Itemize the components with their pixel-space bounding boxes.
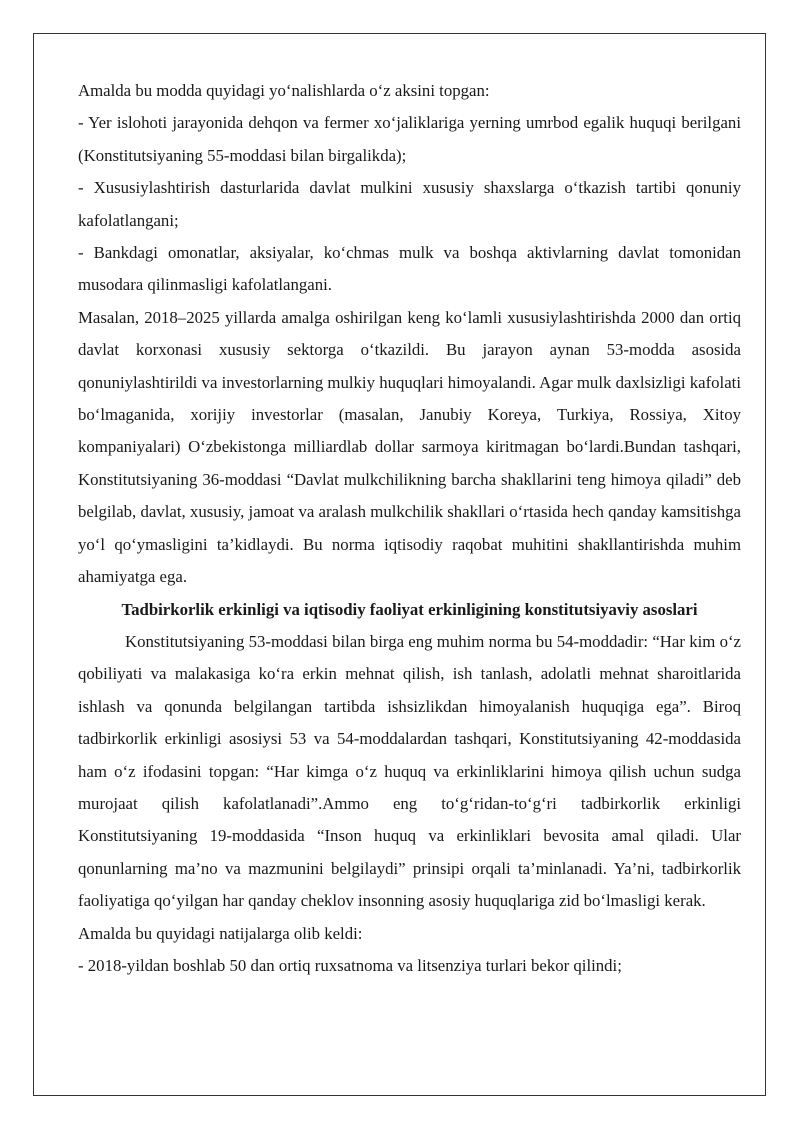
paragraph-entrepreneurship: Konstitutsiyaning 53-moddasi bilan birga eng muhim norma bu 54-moddadir: “Har kim o‘z qobiliyati va malakasiga ko‘ra erkin mehnat qilish, ish tanlash, adolatli mehnat sharoitlarida ishlash va qonunda belgilangan tartibda ishsizlikdan himoyalanish huquqiga ega”. Biroq tadbirkorlik erkinligi asosiysi 53 va 54-moddalardan tashqari, Konstitutsiyaning 42-moddasida ham o‘z ifodasini topgan: “Har kimga o‘z huquq va erkinliklarini himoya qilish uchun sudga murojaat qilish kafolatlanadi”.Ammo eng to‘g‘ridan-to‘g‘ri tadbirkorlik erkinligi Konstitutsiyaning 19-moddasida “Inson huquq va erkinliklari bevosita amal qiladi. Ular qonunlarning ma’no va mazmunini belgilaydi” prinsipi orqali ta’minlanadi. Ya’ni, tadbirkorlik faoliyatiga qo‘yilgan har qanday cheklov insonning asosiy huquqlariga zid bo‘lmasligi kerak.	[78, 631, 741, 911]
paragraph-intro: Amalda bu modda quyidagi yo‘nalishlarda o‘z aksini topgan:	[78, 81, 490, 100]
bullet-land-reform: - Yer islohoti jarayonida dehqon va fermer xo‘jaliklariga yerning umrbod egalik huquqi berilgani (Konstitutsiyaning 55-moddasi bilan birgalikda);	[78, 113, 741, 165]
bullet-privatization: - Xususiylashtirish dasturlarida davlat mulkini xususiy shaxslarga o‘tkazish tartibi qonuniy kafolatlangani;	[78, 178, 741, 230]
document-body	[78, 75, 741, 982]
section-heading: Tadbirkorlik erkinligi va iqtisodiy faoliyat erkinligining konstitutsiyaviy asoslari	[121, 599, 698, 619]
paragraph-results-intro: Amalda bu quyidagi natijalarga olib keldi:	[78, 923, 363, 943]
paragraph-privatization-example: Masalan, 2018–2025 yillarda amalga oshirilgan keng ko‘lamli xususiylashtirishda 2000 dan ortiq davlat korxonasi xususiy sektorga o‘tkazildi. Bu jarayon aynan 53-modda asosida qonuniylashtirildi va investorlarning mulkiy huquqlari himoyalandi. Agar mulk daxlsizligi kafolati bo‘lmaganida, xorijiy investorlar (masalan, Janubiy Koreya, Turkiya, Rossiya, Xitoy kompaniyalari) O‘zbekistonga milliardlab dollar sarmoya kiritmagan bo‘lardi.Bundan tashqari, Konstitutsiyaning 36-moddasi “Davlat mulkchilikning barcha shakllarini teng himoya qiladi” deb belgilab, davlat, xususiy, jamoat va aralash mulkchilik shakllari o‘rtasida hech qanday kamsitishga yo‘l qo‘ymasligini ta’kidlaydi. Bu norma iqtisodiy raqobat muhitini shakllantirishda muhim ahamiyatga ega.	[78, 307, 741, 587]
bullet-licenses: - 2018-yildan boshlab 50 dan ortiq ruxsatnoma va litsenziya turlari bekor qilindi;	[78, 955, 622, 975]
bullet-confiscation: - Bankdagi omonatlar, aksiyalar, ko‘chmas mulk va boshqa aktivlarning davlat tomonidan musodara qilinmasligi kafolatlangani.	[78, 243, 741, 295]
